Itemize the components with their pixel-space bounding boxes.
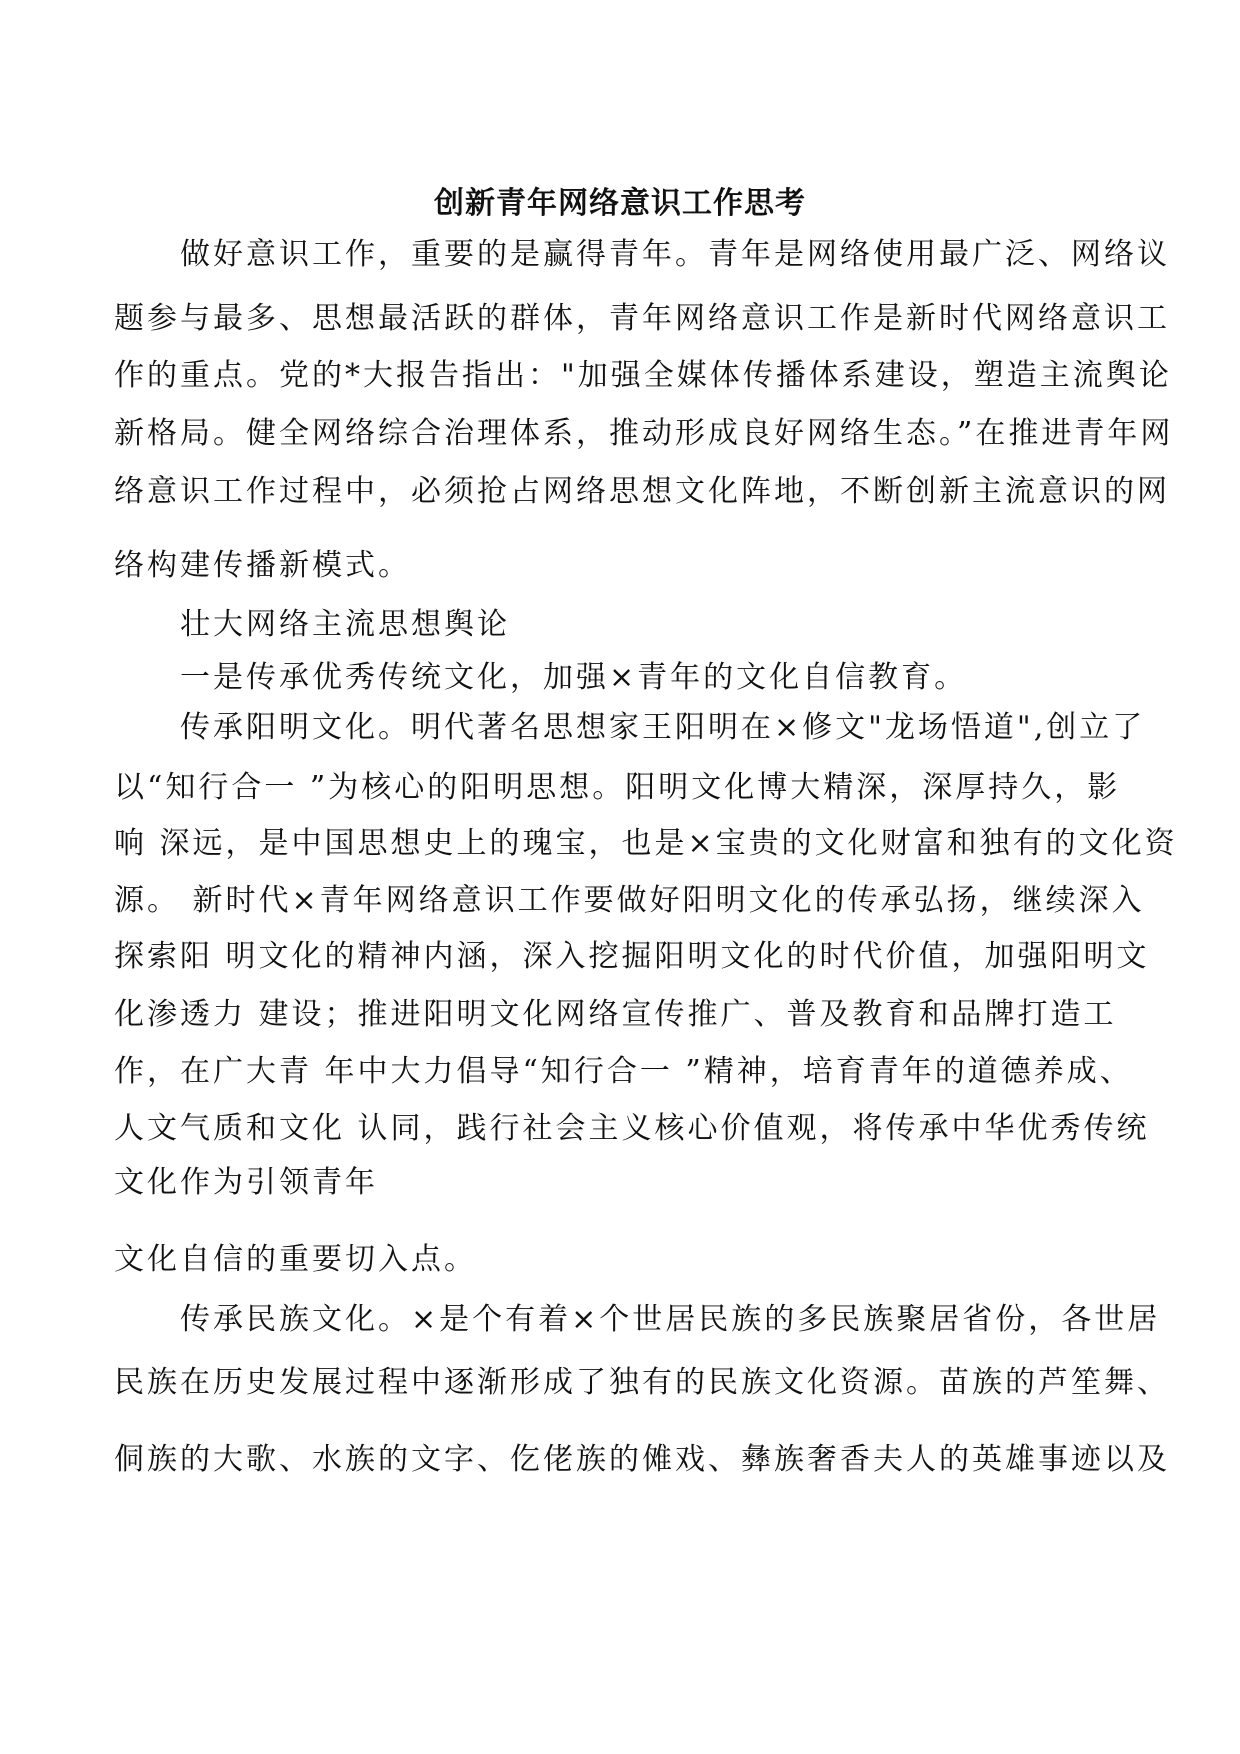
section-heading: 壮大网络主流思想舆论 [180, 607, 510, 642]
text-line: 化渗透力 建设；推进阳明文化网络宣传推广、普及教育和品牌打造工 [114, 997, 1117, 1032]
text-line: 络意识工作过程中，必须抢占网络思想文化阵地，不断创新主流意识的网 [114, 474, 1170, 509]
text-line: 新格局。健全网络综合治理体系，推动形成良好网络生态。”在推进青年网 [114, 416, 1174, 451]
text-line: 作，在广大青 年中大力倡导“知行合一 ”精神，培育青年的道德养成、 [114, 1054, 1133, 1089]
text-line: 响 深远，是中国思想史上的瑰宝，也是×宝贵的文化财富和独有的文化资 [114, 826, 1178, 861]
text-line: 侗族的大歌、水族的文字、仡佬族的傩戏、彝族奢香夫人的英雄事迹以及 [114, 1442, 1170, 1477]
text-line: 源。 新时代×青年网络意识工作要做好阳明文化的传承弘扬，继续深入 [114, 883, 1145, 918]
text-line: 作的重点。党的*大报告指出："加强全媒体传播体系建设，塑造主流舆论 [114, 358, 1172, 393]
text-line: 人文气质和文化 认同，践行社会主义核心价值观，将传承中华优秀传统 [114, 1111, 1150, 1146]
text-line: 文化自信的重要切入点。 [114, 1242, 477, 1277]
text-line: 络构建传播新模式。 [114, 548, 411, 583]
text-line: 文化作为引领青年 [114, 1165, 378, 1200]
text-line: 题参与最多、思想最活跃的群体，青年网络意识工作是新时代网络意识工 [114, 301, 1170, 336]
document-title: 创新青年网络意识工作思考 [434, 186, 806, 221]
text-line: 探索阳 明文化的精神内涵，深入挖掘阳明文化的时代价值，加强阳明文 [114, 939, 1150, 974]
text-line: 传承民族文化。×是个有着×个世居民族的多民族聚居省份，各世居 [180, 1302, 1161, 1337]
text-line: 做好意识工作，重要的是赢得青年。青年是网络使用最广泛、网络议 [180, 237, 1170, 272]
text-line: 传承阳明文化。明代著名思想家王阳明在×修文"龙场悟道",创立了 [180, 710, 1146, 745]
text-line: 民族在历史发展过程中逐渐形成了独有的民族文化资源。苗族的芦笙舞、 [114, 1365, 1170, 1400]
text-line: 一是传承优秀传统文化，加强×青年的文化自信教育。 [180, 660, 968, 695]
text-line: 以“知行合一 ”为核心的阳明思想。阳明文化博大精深，深厚持久，影 [114, 770, 1121, 805]
